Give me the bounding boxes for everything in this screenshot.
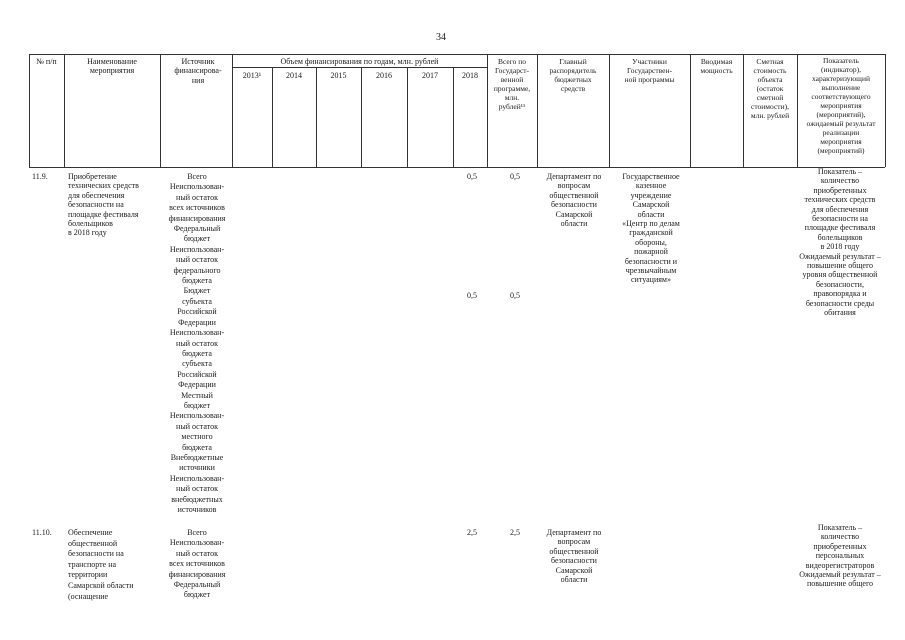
row-value-2018-total: 0,5 [467,172,477,181]
header-cost: Сметная стоимость объекта (остаток сметной стоимости), млн. рублей [750,57,790,120]
header-year-2018: 2018 [462,71,478,80]
years-divider [232,67,487,68]
header-year-2014: 2014 [286,71,302,80]
row-indicator: Показатель – количество приобретенных персональных видеорегистраторов Ожидаемый результат – повышение общего [799,523,881,589]
header-year-2015: 2015 [330,71,347,80]
col-divider-8 [743,54,744,167]
table-right-border [885,54,886,167]
col-divider-7 [690,54,691,167]
row-participants: Государственное казенное учреждение Самарской области «Центр по делам гражданской обороны, пожарной безопасности и чрезвычайным ситуациям» [622,172,680,285]
row-value-2018-total: 2,5 [467,528,477,537]
row-indicator: Показатель – количество приобретенных технических средств для обеспечения безопасности на площадке фестиваля болельщиков в 2018 году Ожидаемый результат – повышение общего уровня общественной безопасности, правопорядка и безопасности среды обитания [799,167,881,318]
col-divider-4 [487,54,488,167]
col-divider-6 [609,54,610,167]
header-funding: Объем финансирования по годам, млн. рублей [280,57,439,66]
header-name: Наименование мероприятия [87,57,137,76]
row-value-program-total: 0,5 [510,172,520,181]
col-divider-year-5 [453,67,454,167]
header-bottom-border [29,167,885,168]
row-number: 11.10. [32,528,52,537]
header-manager: Главный распорядитель бюджетных средств [549,57,597,93]
col-divider-5 [537,54,538,167]
col-divider-year-1 [272,67,273,167]
col-divider-1 [64,54,65,167]
header-num: № п/п [36,57,57,66]
row-value-program-total: 2,5 [510,528,520,537]
row-value-2018-region: 0,5 [467,291,477,300]
header-capacity: Вводимая мощность [700,57,733,75]
table-left-border [29,54,30,167]
col-divider-year-2 [316,67,317,167]
row-number: 11.9. [32,172,48,181]
header-year-2016: 2016 [376,71,392,80]
header-total: Всего по Государст- венной программе, млн. рублей¹¹ [493,57,531,111]
header-year-2017: 2017 [422,71,438,80]
col-divider-year-4 [407,67,408,167]
header-year-2013: 2013¹ [242,71,262,80]
col-divider-2 [160,54,161,167]
col-divider-3 [232,54,233,167]
row-name: Приобретение технических средств для обеспечения безопасности на площадке фестиваля болельщиков в 2018 году [68,172,139,238]
row-sources: Всего Неиспользован- ный остаток всех источников финансирования Федеральный бюджет Неиспользован- ный остаток федерального бюджета Бюджет субъекта Российской Федерации Неиспользован- ный остаток бюджета субъекта Российской Федерации Местный бюджет Неиспользован- ный остаток местного бюджета Внебюджетные источники Неиспользован- ный остаток внебюджетных источников [168,172,226,514]
row-name: Обеспечение общественной безопасности на транспорте на территории Самарской области (оснащение [68,528,134,601]
row-manager: Департамент по вопросам общественной безопасности Самарской области [546,528,602,585]
col-divider-year-3 [361,67,362,167]
table-top-border [29,54,885,55]
row-sources: Всего Неиспользован- ный остаток всех источников финансирования Федеральный бюджет [168,528,226,600]
row-manager: Департамент по вопросам общественной безопасности Самарской области [546,172,602,229]
page-number: 34 [436,32,446,43]
row-value-program-region: 0,5 [510,291,520,300]
header-participants: Участники Государствен- ной программы [624,57,675,84]
header-indicator: Показатель (индикатор), характеризующий выполнение соответствующего мероприятия (мероприятий), ожидаемый результат реализации мероприятия (мероприятий) [806,56,876,155]
header-source: Источник финансирова-ния [174,57,222,85]
col-divider-9 [797,54,798,167]
